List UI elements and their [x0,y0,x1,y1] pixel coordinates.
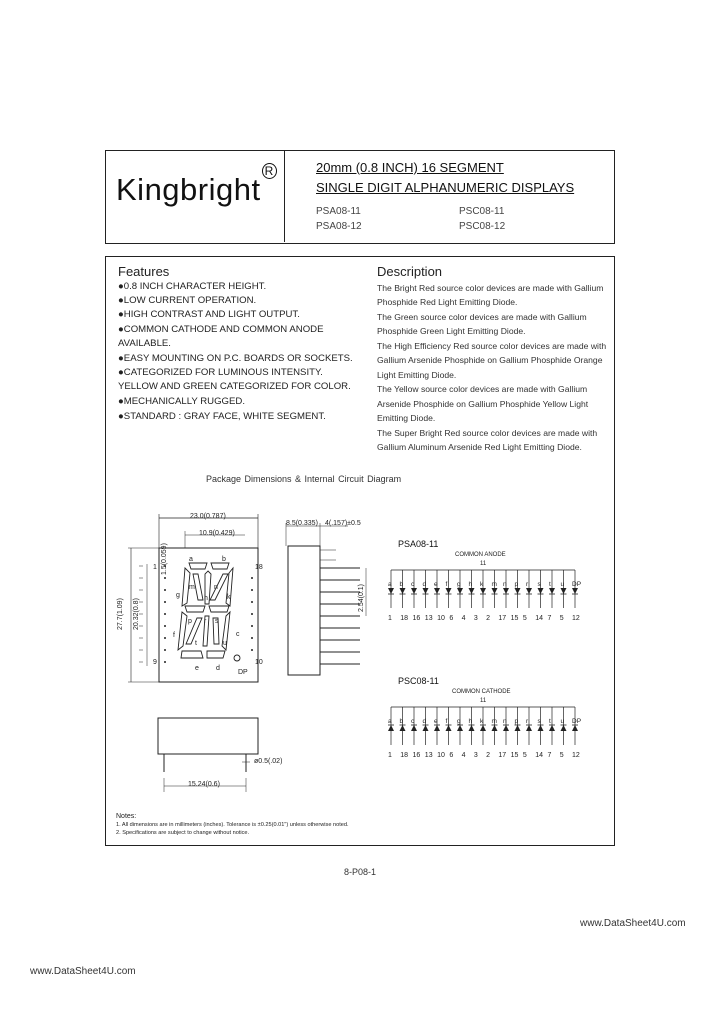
description-line: The Super Bright Red source color devices are made with [377,428,598,438]
circuit-pin-number: 18 [400,752,409,759]
segment-letter: n [214,584,218,591]
circuit-pin-number: 1 [388,615,392,622]
circuit-segment-label: e [434,581,438,588]
circuit-pin-number: 16 [412,752,421,759]
circuit-segment-label: n [503,718,507,725]
features-heading: Features [118,264,170,279]
diode-symbol [561,707,567,745]
circuit-segment-label: t [549,718,551,725]
diode-symbol [515,707,521,745]
diode-symbol [457,570,463,608]
description-line: Phosphide Green Light Emitting Diode. [377,326,526,336]
diode-symbol [457,707,463,745]
segment-letter: f [173,632,175,639]
feature-item: AVAILABLE. [118,338,171,349]
circuit-pin-number: 15 [510,615,519,622]
notes-heading: Notes: [116,813,137,820]
diode-symbol [411,707,417,745]
circuit-segment-label: f [445,581,448,588]
circuit-segment-label: u [560,581,565,588]
diode-symbol [515,570,521,608]
segment-letter: p [188,618,192,625]
circuit-b-title: PSC08-11 [398,676,439,686]
logo-text: Kingbright [116,172,261,207]
circuit-segment-label: e [434,718,438,725]
part-number-psc08-11: PSC08-11 [459,206,505,217]
diode-symbol [503,707,509,745]
circuit-pin-number: 15 [510,752,519,759]
circuit-pin-number: 5 [522,752,527,759]
description-line: Emitting Diode. [377,413,436,423]
diode-symbol [423,570,429,608]
description-line: Gallium Aluminum Arsenide Red Light Emitting Diode. [377,442,582,452]
circuit-segment-label: r [526,581,529,588]
part-number-psc08-12: PSC08-12 [459,221,506,232]
dim-inner: 10.9(0.429) [199,530,235,537]
diode-symbol [549,570,555,608]
circuit-pin-number: 2 [486,752,491,759]
circuit-pin-number: 13 [424,752,433,759]
part-number-psa08-12: PSA08-12 [316,221,362,232]
segment-letter: a [189,556,193,563]
title-line-1: 20mm (0.8 INCH) 16 SEGMENT [316,160,504,175]
circuit-pin-number: 14 [535,615,543,622]
dim-width: 23.0(0.787) [190,513,226,520]
circuit-pin-number: 13 [424,615,433,622]
segment-letter: t [195,640,197,647]
registered-mark-icon: R [262,163,277,179]
diode-symbol [538,707,544,745]
circuit-segment-label: h [468,581,473,588]
diode-symbol [423,707,429,745]
circuit-segment-label: c [411,581,415,588]
description-line: The Bright Red source color devices are made with Gallium [377,283,604,293]
circuit-segment-label: DP [572,718,582,725]
circuit-segment-label: g [457,718,461,725]
circuit-pin-number: 10 [437,752,445,759]
pin-label-10: 10 [255,659,263,666]
circuit-b-common-pin: 11 [480,698,487,704]
feature-item: ●0.8 INCH CHARACTER HEIGHT. [118,281,267,292]
notes-line-1: 1. All dimensions are in millimeters (inches). Tolerance is ±0.25(0.01") unless otherwise noted. [116,822,349,828]
diode-symbol [388,570,394,608]
segment-letter: e [195,665,199,672]
segment-letter: k [227,594,231,601]
diode-symbol [388,707,394,745]
diode-symbol [480,707,486,745]
circuit-segment-label: u [560,718,565,725]
circuit-pin-number: 4 [461,752,466,759]
circuit-pin-number: 10 [437,615,445,622]
circuit-pin-number: 6 [449,615,454,622]
circuit-pin-number: 3 [473,615,478,622]
watermark-left[interactable]: www.DataSheet4U.com [30,966,136,977]
pin-label-9: 9 [153,659,157,666]
diode-symbol [400,707,406,745]
description-line: Arsenide Phosphide on Gallium Phosphide Yellow Light [377,399,589,409]
circuit-segment-label: p [514,581,519,588]
segment-letter: u [223,640,227,647]
diode-symbol [503,570,509,608]
dim-pitch: 2.54(0.1) [358,583,365,612]
circuit-segment-label: f [445,718,448,725]
diode-symbol [434,570,440,608]
circuit-segment-label: d [422,581,427,588]
circuit-pin-number: 3 [473,752,478,759]
circuit-segment-label: s [537,718,541,725]
circuit-segment-label: b [399,718,404,725]
circuit-pin-number: 7 [547,752,552,759]
circuit-segment-label: r [526,718,529,725]
notes-line-2: 2. Specifications are subject to change without notice. [116,830,250,836]
segment-letter: r [204,618,207,625]
header-divider [284,150,285,242]
feature-item: ●LOW CURRENT OPERATION. [118,295,257,306]
circuit-segment-label: h [468,718,473,725]
title-line-2: SINGLE DIGIT ALPHANUMERIC DISPLAYS [316,180,575,195]
diode-symbol [538,570,544,608]
dim-offset: 1.5(0.059) [161,543,168,575]
dim-row-spacing: 15.24(0.6) [188,781,220,788]
part-number-psa08-11: PSA08-11 [316,206,361,217]
package-bottom-view [150,712,270,802]
diode-symbol [469,707,475,745]
circuit-pin-number: 14 [535,752,543,759]
segment-letter: c [236,631,240,638]
diode-symbol [480,570,486,608]
feature-item: ●MECHANICALLY RUGGED. [118,396,245,407]
description-line: The Green source color devices are made with Gallium [377,312,587,322]
diagram-title: Package Dimensions & Internal Circuit Diagram [206,474,402,484]
circuit-pin-number: 4 [461,615,466,622]
circuit-a-common-pin: 11 [480,561,487,567]
circuit-pin-number: 1 [388,752,392,759]
circuit-segment-label: a [388,718,392,725]
feature-item: ●COMMON CATHODE AND COMMON ANODE [118,324,324,335]
circuit-pin-number: 5 [522,615,527,622]
circuit-b-label: COMMON CATHODE [452,689,511,695]
segment-letter: d [216,665,220,672]
description-line: Light Emitting Diode. [377,370,457,380]
dim-pin-length: 4(.157)±0.5 [325,520,361,527]
circuit-segment-label: k [480,718,484,725]
circuit-pin-number: 7 [547,615,552,622]
description-heading: Description [377,264,443,279]
description-line: The Yellow source color devices are made with Gallium [377,384,588,394]
circuit-segment-label: m [491,581,497,588]
circuit-segment-label: DP [572,581,582,588]
feature-item: ●HIGH CONTRAST AND LIGHT OUTPUT. [118,309,300,320]
diode-symbol [526,707,532,745]
dim-depth: 8.5(0.335) [286,520,318,527]
circuit-segment-label: g [457,581,461,588]
circuit-a-title: PSA08-11 [398,539,439,549]
circuit-segment-label: b [399,581,404,588]
diode-symbol [572,707,578,745]
circuit-segment-label: c [411,718,415,725]
feature-item: ●EASY MOUNTING ON P.C. BOARDS OR SOCKETS. [118,353,353,364]
circuit-segment-label: t [549,581,551,588]
feature-item: YELLOW AND GREEN CATEGORIZED FOR COLOR. [118,381,351,392]
circuit-pin-number: 12 [572,615,580,622]
diode-symbol [411,570,417,608]
diode-symbol [446,570,452,608]
feature-item: ●CATEGORIZED FOR LUMINOUS INTENSITY. [118,367,323,378]
package-front-view [125,508,285,708]
circuit-segment-label: n [503,581,507,588]
dim-digit: 20.32(0.8) [133,598,140,630]
diode-symbol [492,707,498,745]
description-line: Phosphide Red Light Emitting Diode. [377,297,518,307]
circuit-pin-number: 5 [559,615,564,622]
description-line: Gallium Arsenide Phosphide on Gallium Phosphide Orange [377,355,603,365]
diode-symbol [400,570,406,608]
segment-letter: s [215,618,219,625]
page-code: 8-P08-1 [344,867,377,877]
brand-logo [116,163,276,208]
segment-letter: g [176,592,180,599]
circuit-pin-number: 17 [498,752,507,759]
diode-symbol [561,570,567,608]
circuit-a-label: COMMON ANODE [455,552,506,558]
segment-letter: m [189,584,195,591]
diode-symbol [469,570,475,608]
segment-letter: DP [238,669,248,676]
segment-letter: b [222,556,226,563]
circuit-segment-label: m [491,718,497,725]
circuit-pin-number: 6 [449,752,454,759]
diode-symbol [434,707,440,745]
segment-letter: h [204,595,208,602]
pin-label-18: 18 [255,564,263,571]
circuit-segment-label: a [388,581,392,588]
circuit-segment-label: k [480,581,484,588]
circuit-segment-label: d [422,718,427,725]
circuit-pin-number: 16 [412,615,421,622]
dim-pin-diameter: ø0.5(.02) [254,758,283,765]
circuit-pin-number: 17 [498,615,507,622]
description-line: The High Efficiency Red source color devices are made with [377,341,607,351]
package-side-view [280,520,370,685]
circuit-segment-label: s [537,581,541,588]
circuit-pin-number: 2 [486,615,491,622]
feature-item: ●STANDARD : GRAY FACE, WHITE SEGMENT. [118,411,326,422]
pin-label-1: 1 [153,564,157,571]
circuit-pin-number: 12 [572,752,580,759]
diode-symbol [572,570,578,608]
circuit-pin-number: 18 [400,615,409,622]
dim-height: 27.7(1.09) [117,598,124,630]
watermark-right[interactable]: www.DataSheet4U.com [580,918,686,929]
diode-symbol [549,707,555,745]
diode-symbol [446,707,452,745]
circuit-pin-number: 5 [559,752,564,759]
diode-symbol [526,570,532,608]
circuit-segment-label: p [514,718,519,725]
diode-symbol [492,570,498,608]
